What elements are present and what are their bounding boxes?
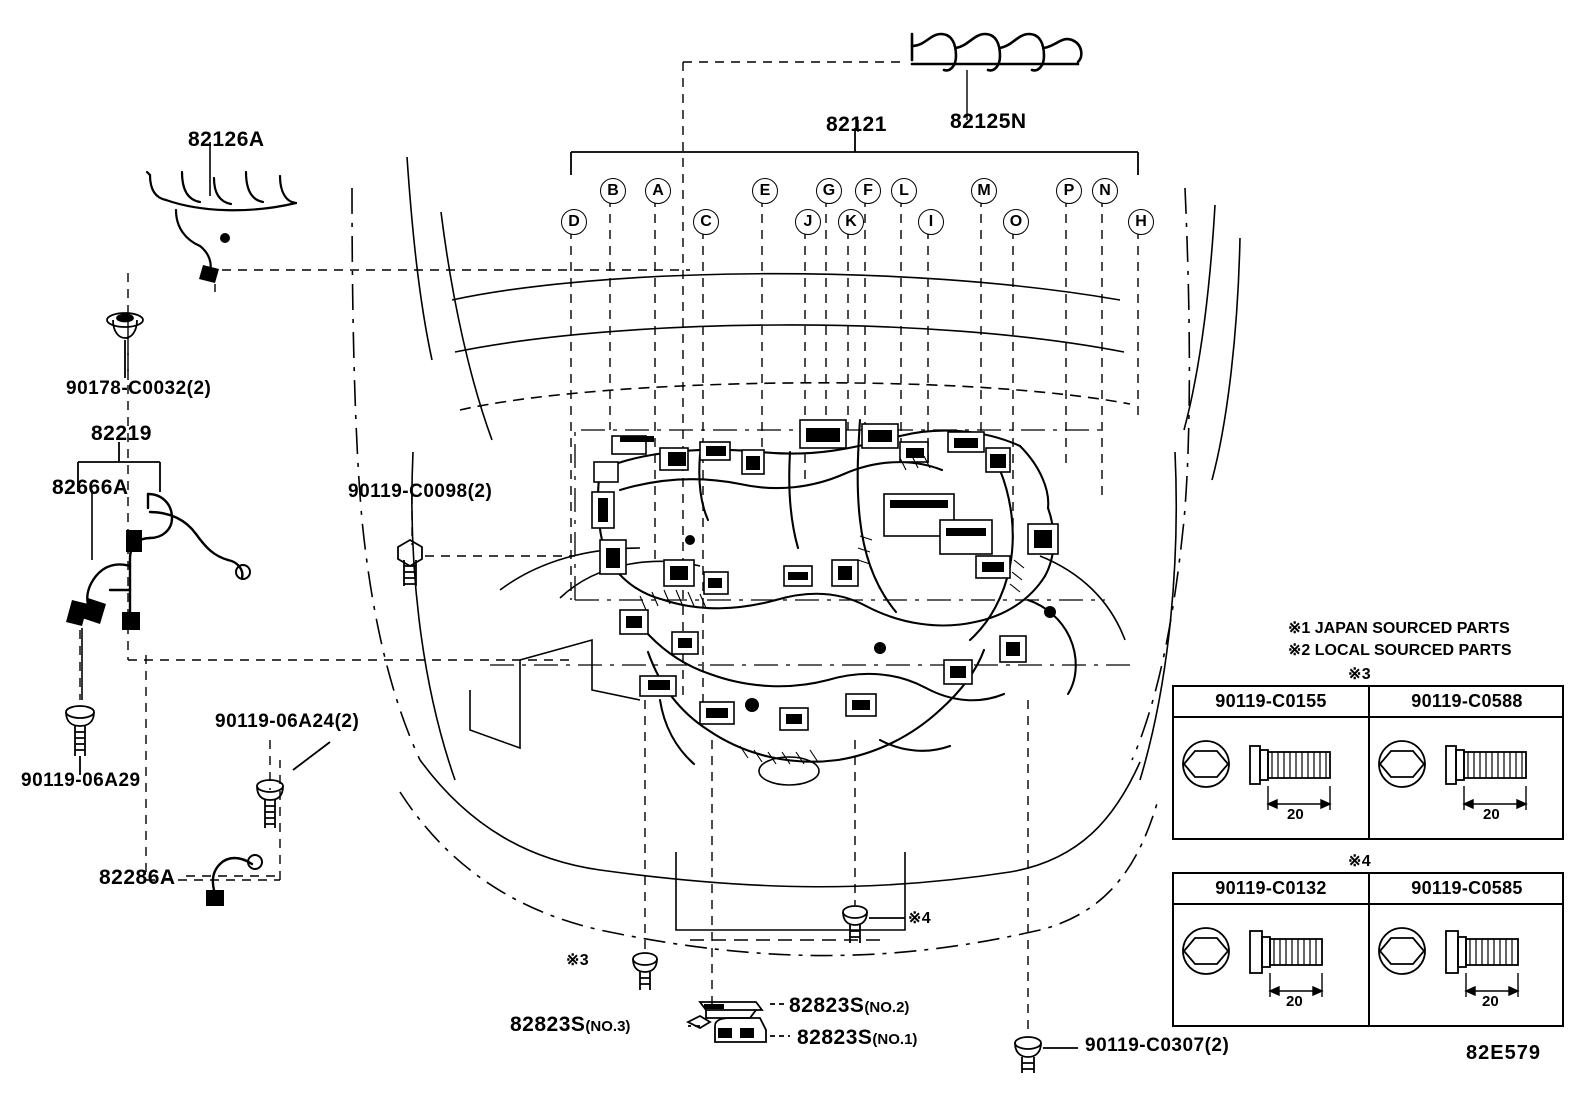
bolt-dim-90119-C0585: 20 (1482, 993, 1499, 1010)
bolt-code-90119-C0132: 90119-C0132 (1174, 874, 1368, 905)
clamp-no2-suffix: (NO.2) (864, 999, 910, 1016)
part-label-82121: 82121 (826, 113, 887, 136)
mark3-point-label: ※3 (566, 952, 589, 969)
part-label-82219: 82219 (91, 422, 152, 445)
bolt-image-90119-C0132 (1174, 905, 1368, 1025)
callout-B: B (600, 178, 626, 204)
bolt-image-90119-C0588 (1370, 718, 1564, 838)
clamp-no3-suffix: (NO.3) (585, 1018, 631, 1035)
bolt-code-90119-C0155: 90119-C0155 (1174, 687, 1368, 718)
source-note-japan: ※1 JAPAN SOURCED PARTS (1288, 620, 1510, 637)
figure-code: 82E579 (1466, 1042, 1541, 1064)
bolt-image-90119-C0585 (1370, 905, 1564, 1025)
clamp-no2-main: 82823S (789, 994, 865, 1017)
part-label-82666A: 82666A (52, 476, 129, 499)
bolt-image-90119-C0155 (1174, 718, 1368, 838)
bolt-dim-90119-C0155: 20 (1287, 806, 1304, 823)
bolt-table-mark4 (1172, 872, 1564, 1027)
part-label-82125N: 82125N (950, 110, 1027, 133)
bolt-cell-90119-C0132 (1174, 874, 1370, 1025)
callout-N: N (1092, 178, 1118, 204)
callout-J: J (795, 209, 821, 235)
part-label-90119-C0098: 90119-C0098(2) (348, 481, 493, 502)
callout-E: E (752, 178, 778, 204)
callout-K: K (838, 209, 864, 235)
source-note-local: ※2 LOCAL SOURCED PARTS (1288, 642, 1512, 659)
callout-P: P (1056, 178, 1082, 204)
callout-D: D (561, 209, 587, 235)
part-label-82823S-no3 (510, 1013, 630, 1037)
bolt-dim-90119-C0588: 20 (1483, 806, 1500, 823)
part-label-90119-06A24: 90119-06A24(2) (215, 711, 360, 732)
bolt-code-90119-C0585: 90119-C0585 (1370, 874, 1564, 905)
part-label-82823S-no2 (789, 994, 909, 1018)
part-label-82286A: 82286A (99, 866, 176, 889)
callout-L: L (891, 178, 917, 204)
part-label-82126A: 82126A (188, 128, 265, 151)
clamp-no1-suffix: (NO.1) (872, 1031, 918, 1048)
bolt-code-90119-C0588: 90119-C0588 (1370, 687, 1564, 718)
callout-I: I (918, 209, 944, 235)
part-label-90178-C0032: 90178-C0032(2) (66, 378, 212, 399)
bolt-cell-90119-C0585 (1370, 874, 1564, 1025)
part-label-90119-C0307: 90119-C0307(2) (1085, 1035, 1230, 1056)
bolt-dim-90119-C0132: 20 (1286, 993, 1303, 1010)
callout-G: G (816, 178, 842, 204)
bolt-cell-90119-C0155 (1174, 687, 1370, 838)
callout-A: A (645, 178, 671, 204)
bolt-table-mark4-label: ※4 (1348, 853, 1371, 870)
part-label-90119-06A29: 90119-06A29 (21, 770, 141, 791)
callout-C: C (693, 209, 719, 235)
callout-O: O (1003, 209, 1029, 235)
callout-H: H (1128, 209, 1154, 235)
clamp-no1-main: 82823S (797, 1026, 873, 1049)
part-label-82823S-no1 (797, 1026, 917, 1050)
callout-M: M (971, 178, 997, 204)
mark4-point-label: ※4 (908, 910, 931, 927)
bolt-table-mark3 (1172, 685, 1564, 840)
callout-F: F (855, 178, 881, 204)
bolt-table-mark3-label: ※3 (1348, 666, 1371, 683)
clamp-no3-main: 82823S (510, 1013, 586, 1036)
bolt-cell-90119-C0588 (1370, 687, 1564, 838)
